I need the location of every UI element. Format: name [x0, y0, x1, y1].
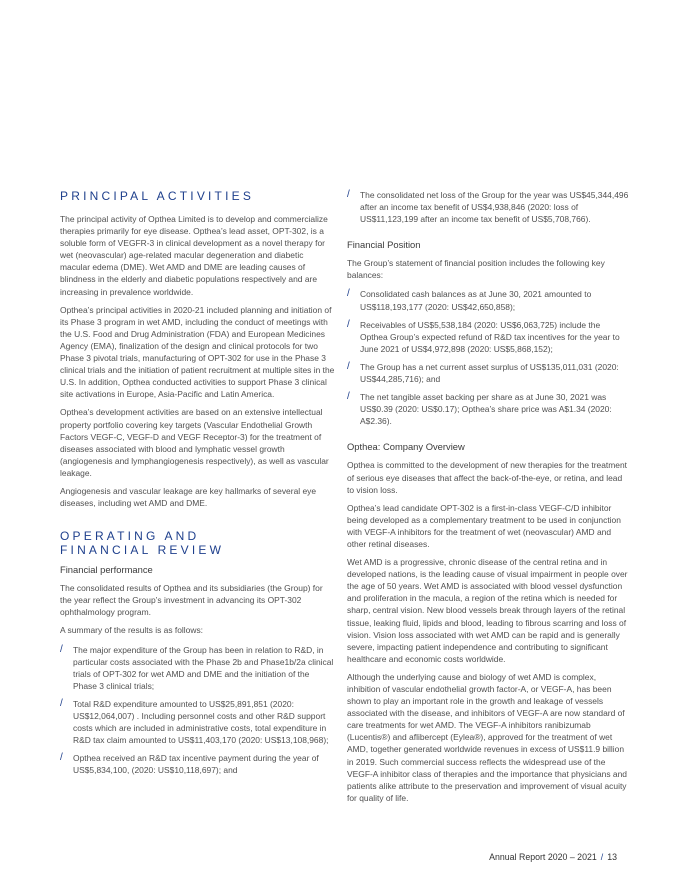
- list-item: / Receivables of US$5,538,184 (2020: US$6,063,725) include the Opthea Group’s expected refund of R&D tax incentives for the year to June 2021 of US$4,972,898 (2020: US$5,868,152);: [347, 318, 620, 354]
- operating-heading-line2: FINANCIAL REVIEW: [60, 543, 225, 558]
- operating-heading-line1: OPERATING AND: [60, 529, 200, 544]
- slash-bullet-icon: /: [347, 288, 350, 300]
- slash-bullet-icon: /: [347, 189, 350, 200]
- balances-list: [347, 288, 629, 427]
- slash-bullet-icon: /: [347, 391, 350, 403]
- principal-paragraph: The principal activity of Opthea Limited is to develop and commercialize therapies primarily for eye disease. Opthea’s lead asset, OPT-302, is a soluble form of VEGFR-3 in clinical development as a novel therapy for wet (neovascular) age-related macular degeneration and diabetic macular edema (DME). Wet AMD and DME are leading causes of blindness in the elderly and diabetic populations respectively and are increasing in prevalence worldwide.: [60, 214, 328, 297]
- financial-paragraph: The consolidated results of Opthea and its subsidiaries (the Group) for the year reflect the Group’s investment in advancing its OPT-302 ophthalmology program.: [60, 583, 323, 618]
- financial-position-heading: Financial Position: [347, 239, 421, 251]
- list-item: / The consolidated net loss of the Group for the year was US$45,344,496 after an income tax benefit of US$4,938,846 (2020: loss of US$11,123,199 after an income tax benefit of US$5,708,766).: [347, 189, 629, 225]
- results-list: [60, 644, 335, 777]
- list-item: / The major expenditure of the Group has been in relation to R&D, in particular costs associated with the Phase 2b and Phase1b/2a clinical trials of OPT-302 for wet AMD and DME and the initiation of the Phase 3 clinical trials;: [60, 643, 334, 691]
- page-number: 13: [607, 852, 617, 862]
- list-item: / Opthea received an R&D tax incentive payment during the year of US$5,834,100, (2020: US$10,118,697); and: [60, 752, 319, 776]
- slash-bullet-icon: /: [60, 697, 63, 709]
- list-item: / The net tangible asset backing per share as at June 30, 2021 was US$0.39 (2020: US$0.17); Opthea’s share price was A$1.34 (2020: A$2.36).: [347, 391, 612, 427]
- company-paragraph: Although the underlying cause and biology of wet AMD is complex, inhibition of vascular endothelial growth factor-A, or VEGF-A, has been shown to play an important role in the growth and leakage of vessels associated with the disease, and inhibitors of VEGF-A are now standard of care treatments for wet AMD. The VEGF-A inhibitors ranibizumab (Lucentis®) and aflibercept (Eylea®), approved for the treatment of wet AMD, together generated worldwide revenues in excess of US$11.9 billion in 2019. Such commercial success reflects the widespread use of the VEGF-A inhibitor class of therapies and the importance that physicians and patients alike attribute to the preservation and improvement of visual acuity for quality of life.: [347, 671, 627, 803]
- slash-bullet-icon: /: [347, 360, 350, 372]
- list-item: / Consolidated cash balances as at June 30, 2021 amounted to US$118,193,177 (2020: US$42,650,858);: [347, 288, 592, 312]
- company-paragraph: Opthea is committed to the development of new therapies for the treatment of serious eye diseases that affect the back-of-the-eye, or retina, and lead to vision loss.: [347, 460, 627, 495]
- slash-bullet-icon: /: [60, 752, 63, 764]
- financial-paragraph: A summary of the results is as follows:: [60, 625, 204, 636]
- net-loss-list: [347, 189, 629, 225]
- financial-position-intro: The Group’s statement of financial position includes the following key balances:: [347, 258, 605, 281]
- left-column: [60, 189, 335, 776]
- page-footer: [489, 851, 617, 863]
- principal-activities-heading: PRINCIPAL ACTIVITIES: [60, 189, 255, 203]
- principal-paragraph: Opthea’s development activities are based on an extensive intellectual property portfolio covering key targets (Vascular Endothelial Growth Factors VEGF-C, VEGF-D and VEGF Receptor-3) for the treatment of diseases associated with blood and lymphatic vessel growth (angiogenesis and lymphangiogenesis respectively), as well as vascular leakage.: [60, 407, 329, 478]
- right-column: [347, 189, 629, 804]
- company-paragraph: Opthea’s lead candidate OPT-302 is a first-in-class VEGF-C/D inhibitor being developed as a complementary treatment to be used in conjunction with VEGF-A inhibitors for the treatment of wet (neovascular) AMD and other retinal diseases.: [347, 502, 621, 549]
- report-label: Annual Report 2020 – 2021: [489, 852, 597, 862]
- financial-performance-heading: Financial performance: [60, 564, 153, 576]
- company-paragraph: Wet AMD is a progressive, chronic disease of the central retina and in developed nations, is the leading cause of visual impairment in people over the age of 50 years. Wet AMD is associated with blood vessel dysfunction and proliferation in the macula, a region of the retina which is needed for sharp, central vision. New blood vessels break through layers of the retinal tissue, leaking fluid, lipids and blood, leading to fibrous scarring and loss of vision. Vision loss associated with wet AMD can be rapid and is generally severe, impacting patient independence and contributing to significant healthcare and economic costs worldwide.: [347, 557, 628, 664]
- principal-paragraph: Angiogenesis and vascular leakage are key hallmarks of several eye diseases, including wet AMD and DME.: [60, 485, 317, 509]
- operating-review-heading: [60, 529, 335, 557]
- slash-bullet-icon: /: [347, 318, 350, 330]
- company-overview-heading: Opthea: Company Overview: [347, 441, 465, 453]
- principal-paragraph: Opthea’s principal activities in 2020-21 included planning and initiation of its Phase 3 program in wet AMD, including the conduct of meetings with the U.S. Food and Drug Administration (FDA) and European Medicines Agency (EMA), finalization of the design and clinical protocols for two Phase 3 pivotal trials, manufacturing of OPT-302 for use in the Phase 3 clinical trials and the initiation of patient recruitment at multiple sites in the U.S. In addition, Opthea conducted activities to support Phase 3 clinical site activations in Europe, Asia-Pacific and Latin America.: [60, 304, 335, 400]
- list-item: / Total R&D expenditure amounted to US$25,891,851 (2020: US$12,064,007) . Including personnel costs and other R&D support costs which are included in administrative costs, total expenditure in R&D tax claim amounted to US$11,403,170 (2020: US$13,108,968);: [60, 697, 329, 746]
- slash-bullet-icon: /: [60, 643, 63, 655]
- list-item: / The Group has a net current asset surplus of US$135,011,031 (2020: US$44,285,716); and: [347, 360, 619, 385]
- footer-separator: /: [600, 852, 604, 862]
